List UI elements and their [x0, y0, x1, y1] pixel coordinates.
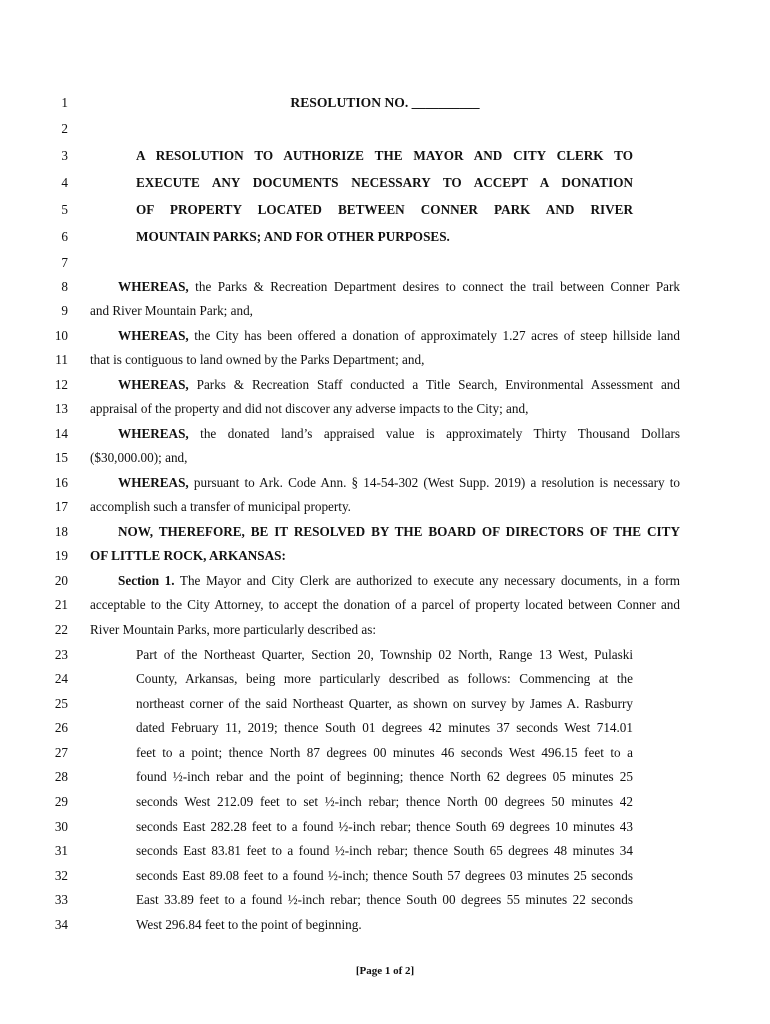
whereas-label: WHEREAS, [118, 328, 189, 343]
body-line: acceptable to the City Attorney, to accept the donation of a parcel of property located between Conner and [90, 597, 680, 612]
legal-line: seconds West 212.09 feet to set ½-inch rebar; thence North 00 degrees 50 minutes 42 [136, 794, 633, 809]
body-line: and River Mountain Park; and, [90, 303, 253, 318]
legal-line: County, Arkansas, being more particularly described as follows: Commencing at the [136, 671, 633, 686]
legal-line: Part of the Northeast Quarter, Section 20, Township 02 North, Range 13 West, Pulaski [136, 647, 633, 662]
line-number: 5 [61, 202, 68, 217]
heading-line: A RESOLUTION TO AUTHORIZE THE MAYOR AND CITY CLERK TO [136, 148, 633, 163]
body-line: OF LITTLE ROCK, ARKANSAS: [90, 548, 286, 563]
line-number: 10 [54, 328, 68, 343]
line-number: 25 [54, 696, 68, 711]
whereas-clause [118, 328, 680, 344]
whereas-clause [118, 279, 680, 295]
legal-line: West 296.84 feet to the point of beginning. [136, 917, 362, 932]
line-number: 12 [54, 377, 68, 392]
clause-text: Parks & Recreation Staff conducted a Title Search, Environmental Assessment and [188, 377, 680, 392]
line-number: 2 [61, 121, 68, 136]
body-line: appraisal of the property and did not discover any adverse impacts to the City; and, [90, 401, 529, 416]
resolved-clause: NOW, THEREFORE, BE IT RESOLVED BY THE BOARD OF DIRECTORS OF THE CITY [118, 524, 680, 539]
legal-line: East 33.89 feet to a found ½-inch rebar; thence South 00 degrees 55 minutes 22 seconds [136, 892, 633, 907]
line-number: 14 [54, 426, 68, 441]
legal-line: seconds East 83.81 feet to a found ½-inch rebar; thence South 65 degrees 48 minutes 34 [136, 843, 633, 858]
line-number: 23 [54, 647, 68, 662]
legal-line: found ½-inch rebar and the point of beginning; thence North 62 degrees 05 minutes 25 [136, 769, 633, 784]
whereas-label: WHEREAS, [118, 279, 189, 294]
line-number: 26 [54, 720, 68, 735]
line-number: 32 [54, 868, 68, 883]
line-number: 19 [54, 548, 68, 563]
section-text: The Mayor and City Clerk are authorized to execute any necessary documents, in a form [174, 573, 680, 588]
body-line: ($30,000.00); and, [90, 450, 188, 465]
line-number: 29 [54, 794, 68, 809]
line-number: 28 [54, 769, 68, 784]
whereas-clause [118, 426, 680, 442]
line-number: 16 [54, 475, 68, 490]
line-number: 9 [61, 303, 68, 318]
line-number: 17 [54, 499, 68, 514]
whereas-label: WHEREAS, [118, 377, 189, 392]
legal-line: seconds East 282.28 feet to a found ½-inch rebar; thence South 69 degrees 10 minutes 43 [136, 819, 633, 834]
heading-line: OF PROPERTY LOCATED BETWEEN CONNER PARK AND RIVER [136, 202, 633, 217]
line-number: 20 [54, 573, 68, 588]
whereas-label: WHEREAS, [118, 475, 189, 490]
heading-line: EXECUTE ANY DOCUMENTS NECESSARY TO ACCEPT A DONATION [136, 175, 633, 190]
line-number: 22 [54, 622, 68, 637]
line-number: 3 [61, 148, 68, 163]
line-number: 7 [61, 255, 68, 270]
line-number: 34 [54, 917, 68, 932]
line-number: 8 [61, 279, 68, 294]
clause-text: the donated land’s appraised value is approximately Thirty Thousand Dollars [188, 426, 680, 441]
legal-line: seconds East 89.08 feet to a found ½-inch; thence South 57 degrees 03 minutes 25 seconds [136, 868, 633, 883]
line-number: 30 [54, 819, 68, 834]
line-number: 24 [54, 671, 68, 686]
page-footer: [Page 1 of 2] [355, 965, 415, 977]
resolution-title: RESOLUTION NO. __________ [290, 95, 480, 110]
line-number: 4 [61, 175, 68, 190]
clause-text: the City has been offered a donation of approximately 1.27 acres of steep hillside land [188, 328, 680, 343]
line-number: 15 [54, 450, 68, 465]
line-number: 13 [54, 401, 68, 416]
whereas-clause [118, 377, 680, 393]
body-line: River Mountain Parks, more particularly described as: [90, 622, 377, 637]
line-number: 33 [54, 892, 68, 907]
whereas-clause [118, 475, 680, 491]
legal-line: feet to a point; thence North 87 degrees 00 minutes 46 seconds West 496.15 feet to a [136, 745, 633, 760]
section-label: Section 1. [118, 573, 175, 588]
clause-text: the Parks & Recreation Department desires to connect the trail between Conner Park [188, 279, 680, 294]
line-number: 21 [54, 597, 68, 612]
line-number: 27 [54, 745, 68, 760]
line-number: 1 [61, 95, 68, 110]
whereas-label: WHEREAS, [118, 426, 189, 441]
body-line: that is contiguous to land owned by the Parks Department; and, [90, 352, 425, 367]
legal-line: northeast corner of the said Northeast Quarter, as shown on survey by James A. Rasburry [136, 696, 633, 711]
line-number: 11 [55, 352, 68, 367]
legal-line: dated February 11, 2019; thence South 01 degrees 42 minutes 37 seconds West 714.01 [136, 720, 633, 735]
body-line: accomplish such a transfer of municipal property. [90, 499, 351, 514]
section-1 [118, 573, 680, 589]
clause-text: pursuant to Ark. Code Ann. § 14-54-302 (West Supp. 2019) a resolution is necessary to [188, 475, 680, 490]
line-number: 6 [61, 229, 68, 244]
line-number: 18 [54, 524, 68, 539]
heading-line: MOUNTAIN PARKS; AND FOR OTHER PURPOSES. [136, 229, 450, 244]
line-number: 31 [54, 843, 68, 858]
